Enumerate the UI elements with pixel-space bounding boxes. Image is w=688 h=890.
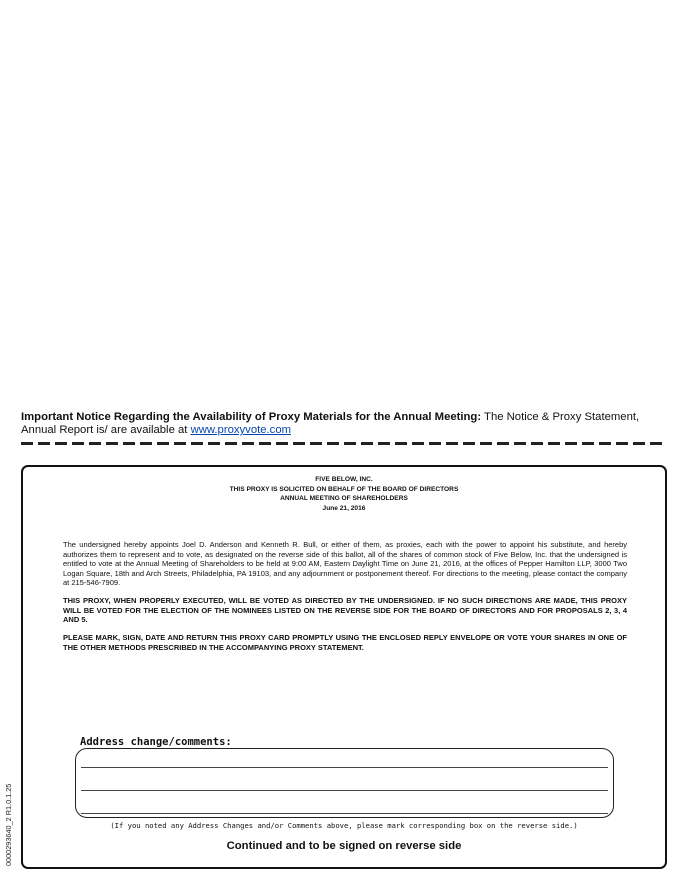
proxyvote-link[interactable]: www.proxyvote.com xyxy=(190,424,292,436)
address-write-line[interactable] xyxy=(81,813,608,814)
notice-heading: Important Notice Regarding the Availability of Proxy Materials for the Annual Meeting: xyxy=(21,411,482,423)
address-write-line[interactable] xyxy=(81,790,608,791)
company-name: FIVE BELOW, INC. xyxy=(315,476,373,483)
appointment-paragraph: The undersigned hereby appoints Joel D. Anderson and Kenneth R. Bull, or either of them, as proxies, each with the power to appoint his substitute, and hereby authorizes them to represent and to vote, as designated on the reverse side of this ballot, all of the shares of common stock of Five Below, Inc. that the undersigned is entitled to vote at the Annual Meeting of Shareholders to be held at 9:00 AM, Eastern Daylight Time on June 21, 2016, at the offices of Pepper Hamilton LLP, 3000 Two Logan Square, 18th and Arch Streets, Philadelphia, PA 19103, and any adjournment or postponement thereof. For directions to the meeting, please contact the company at 215-546-7909. xyxy=(63,540,627,588)
address-write-line[interactable] xyxy=(81,767,608,768)
address-change-label: Address change/comments: xyxy=(80,736,232,748)
voting-directions-paragraph: THIS PROXY, WHEN PROPERLY EXECUTED, WILL BE VOTED AS DIRECTED BY THE UNDERSIGNED. IF NO SUCH DIRECTIONS ARE MADE, THIS PROXY WILL BE VOTED FOR THE ELECTION OF THE NOMINEES LISTED ON THE REVERSE SIDE FOR THE BOARD OF DIRECTORS AND FOR PROPOSALS 2, 3, 4 AND 5. xyxy=(63,596,627,625)
proxy-card xyxy=(21,465,667,869)
document-code xyxy=(3,748,17,866)
return-instructions-paragraph: PLEASE MARK, SIGN, DATE AND RETURN THIS PROXY CARD PROMPTLY USING THE ENCLOSED REPLY ENVELOPE OR VOTE YOUR SHARES IN ONE OF THE OTHER METHODS PRESCRIBED IN THE ACCOMPANYING PROXY STATEMENT. xyxy=(63,633,627,652)
meeting-title: ANNUAL MEETING OF SHAREHOLDERS xyxy=(280,495,408,502)
meeting-date: June 21, 2016 xyxy=(322,504,366,512)
solicitation-line: THIS PROXY IS SOLICITED ON BEHALF OF THE BOARD OF DIRECTORS xyxy=(229,485,459,493)
document-code-text: 0000293640_2 R1.0.1.25 xyxy=(4,783,13,866)
continued-notice: Continued and to be signed on reverse side xyxy=(226,840,462,852)
notice-text: The Notice & Proxy Statement, Annual Report is/ are available at xyxy=(21,411,640,436)
address-change-box[interactable] xyxy=(75,748,614,818)
availability-notice xyxy=(21,411,669,437)
address-hint: (If you noted any Address Changes and/or Comments above, please mark corresponding box on the reverse side.) xyxy=(110,821,578,830)
card-header xyxy=(23,475,665,513)
tear-line xyxy=(21,442,667,445)
